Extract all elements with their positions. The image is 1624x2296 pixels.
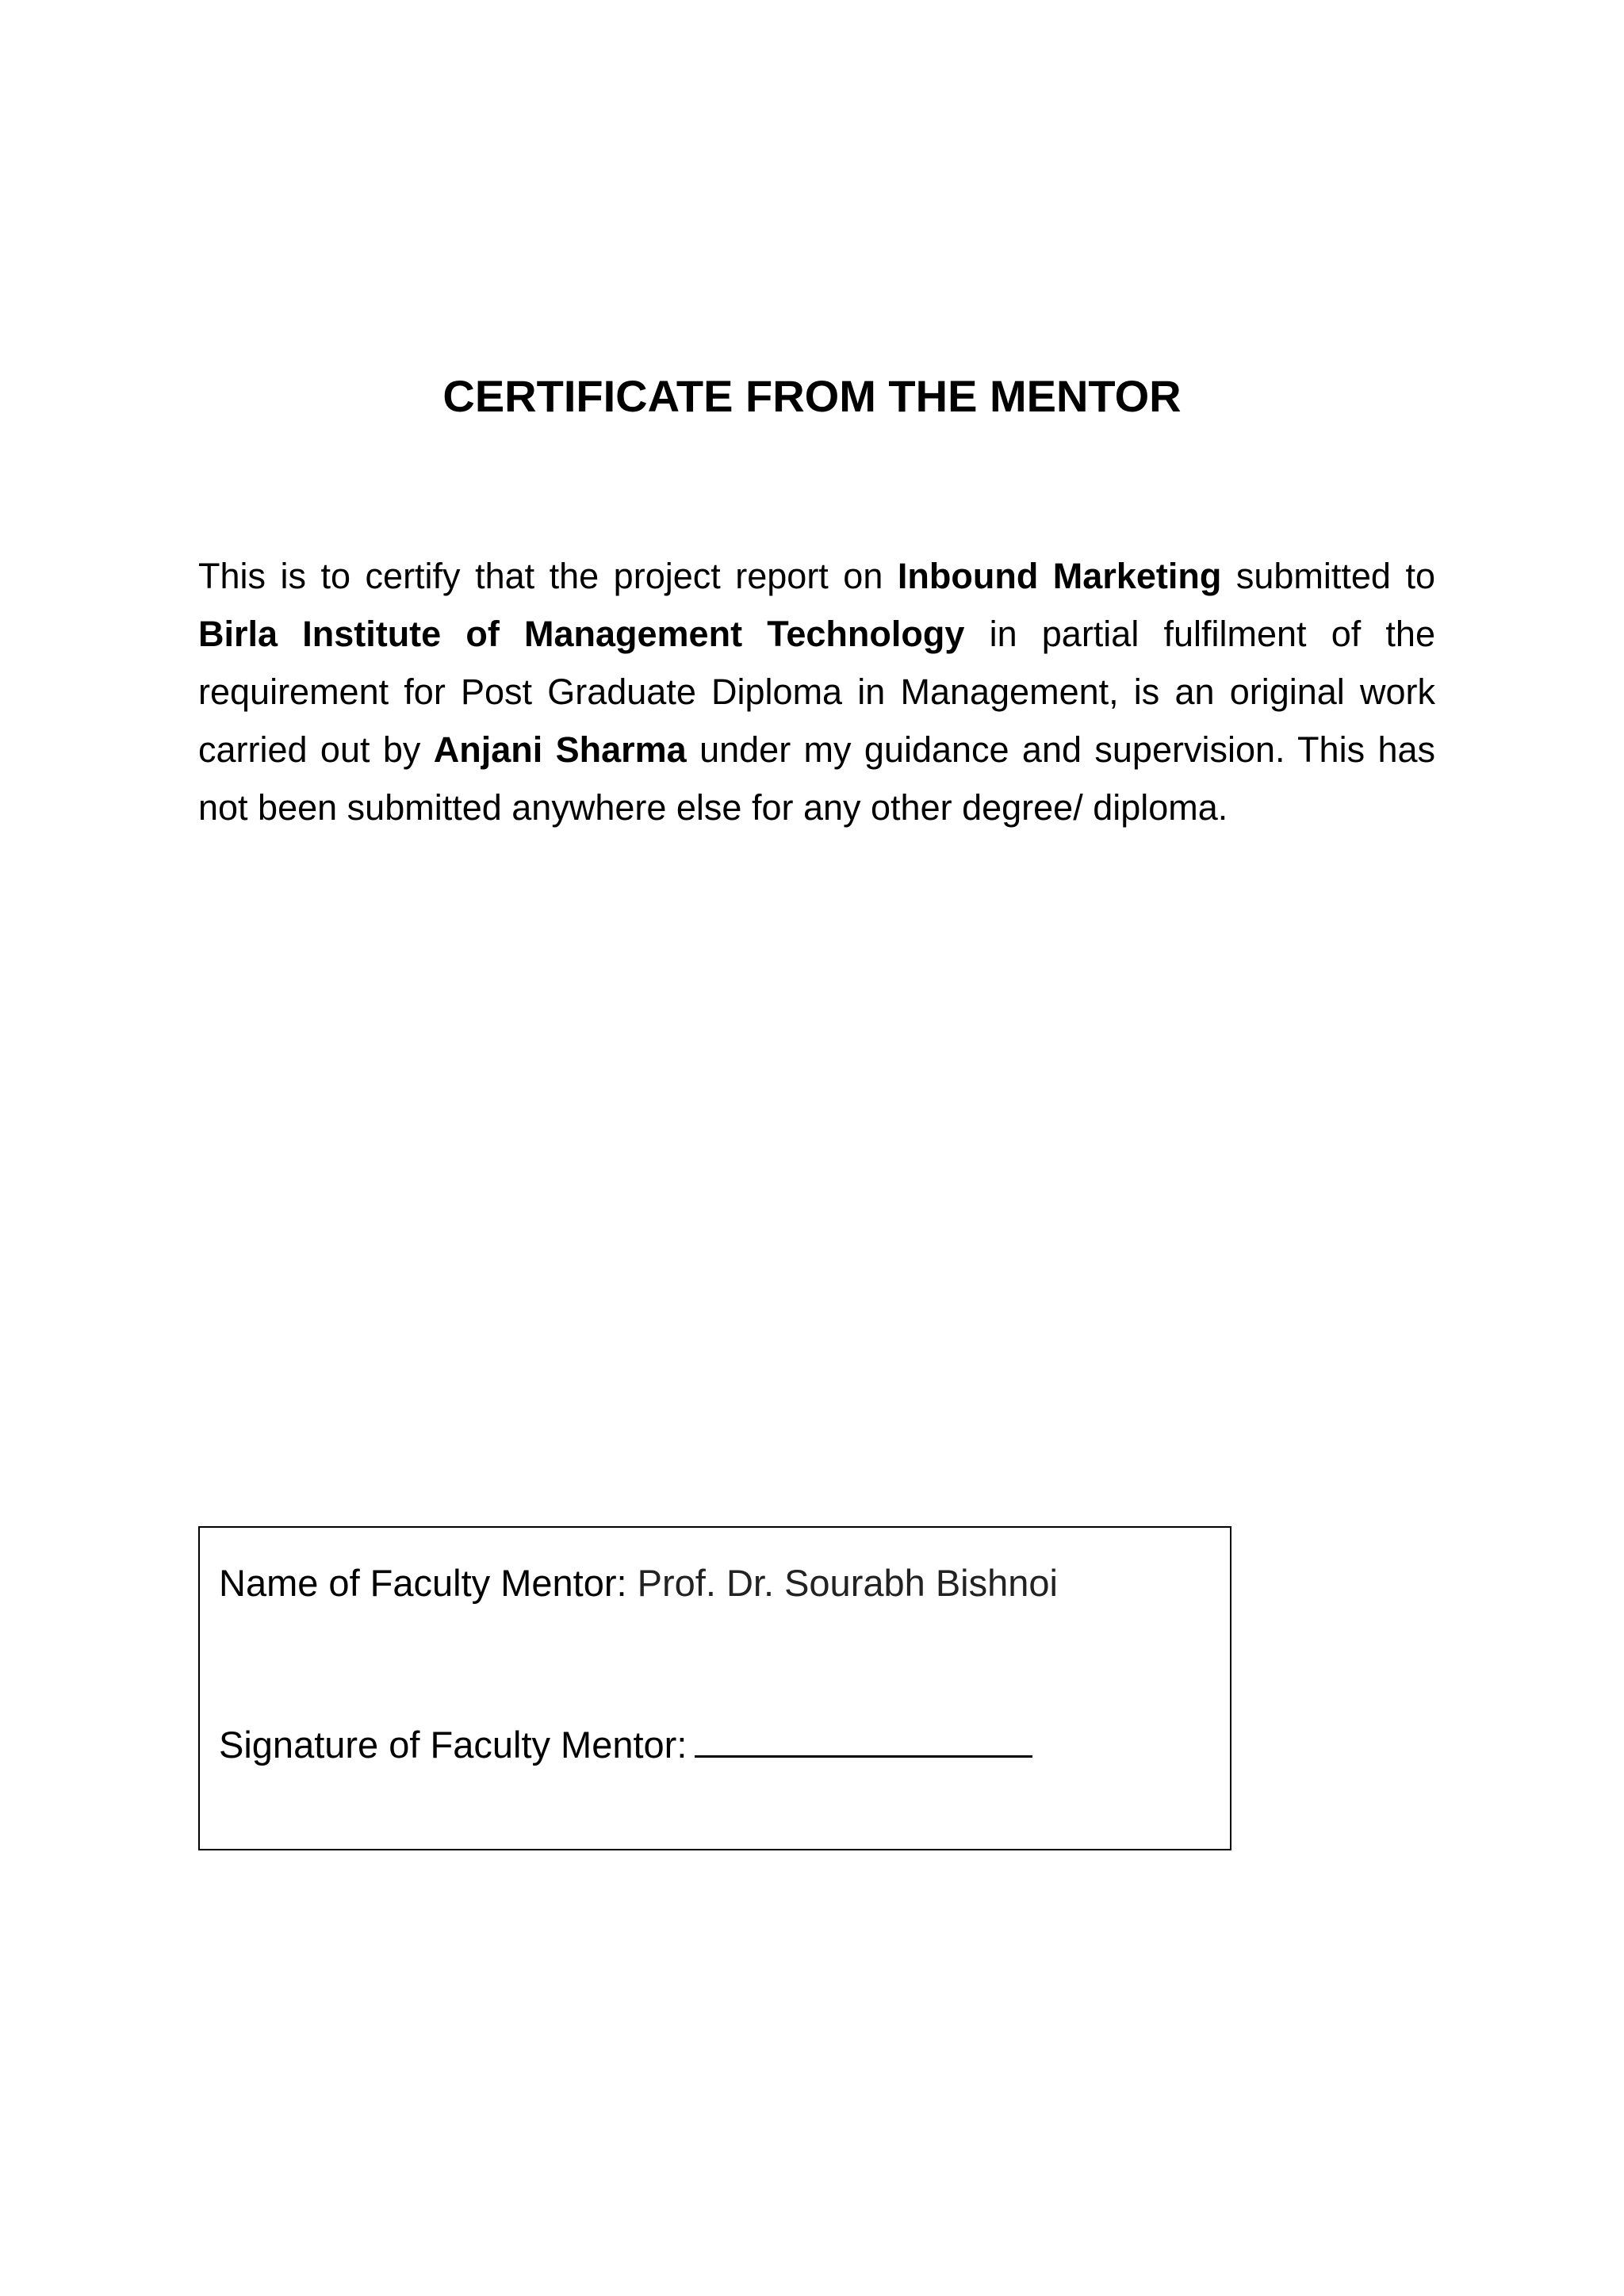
mentor-name-value: Prof. Dr. Sourabh Bishnoi	[637, 1562, 1058, 1604]
mentor-signature-row	[219, 1721, 1032, 1769]
mentor-box	[198, 1526, 1231, 1850]
paragraph-part-2: submitted to	[1221, 556, 1435, 596]
mentor-name-row	[219, 1559, 1058, 1607]
certificate-paragraph	[198, 547, 1435, 836]
paragraph-part-4: under my guidance and supervision. This has not been submitted anywhere else for any other degree/ diploma.	[198, 729, 1435, 828]
paragraph-part-3: in partial fulfilment of the requirement for Post Graduate Diploma in Management, is an original work carried out by	[198, 614, 1435, 770]
certificate-title: CERTIFICATE FROM THE MENTOR	[442, 371, 1182, 421]
institute-name: Birla Institute of Management Technology	[198, 614, 965, 654]
paragraph-part-1: This is to certify that the project report on	[198, 556, 898, 596]
mentor-name-label: Name of Faculty Mentor:	[219, 1562, 627, 1604]
signature-label: Signature of Faculty Mentor:	[219, 1724, 688, 1766]
project-title: Inbound Marketing	[897, 556, 1222, 596]
student-name: Anjani Sharma	[433, 729, 687, 770]
signature-line	[695, 1724, 1032, 1758]
